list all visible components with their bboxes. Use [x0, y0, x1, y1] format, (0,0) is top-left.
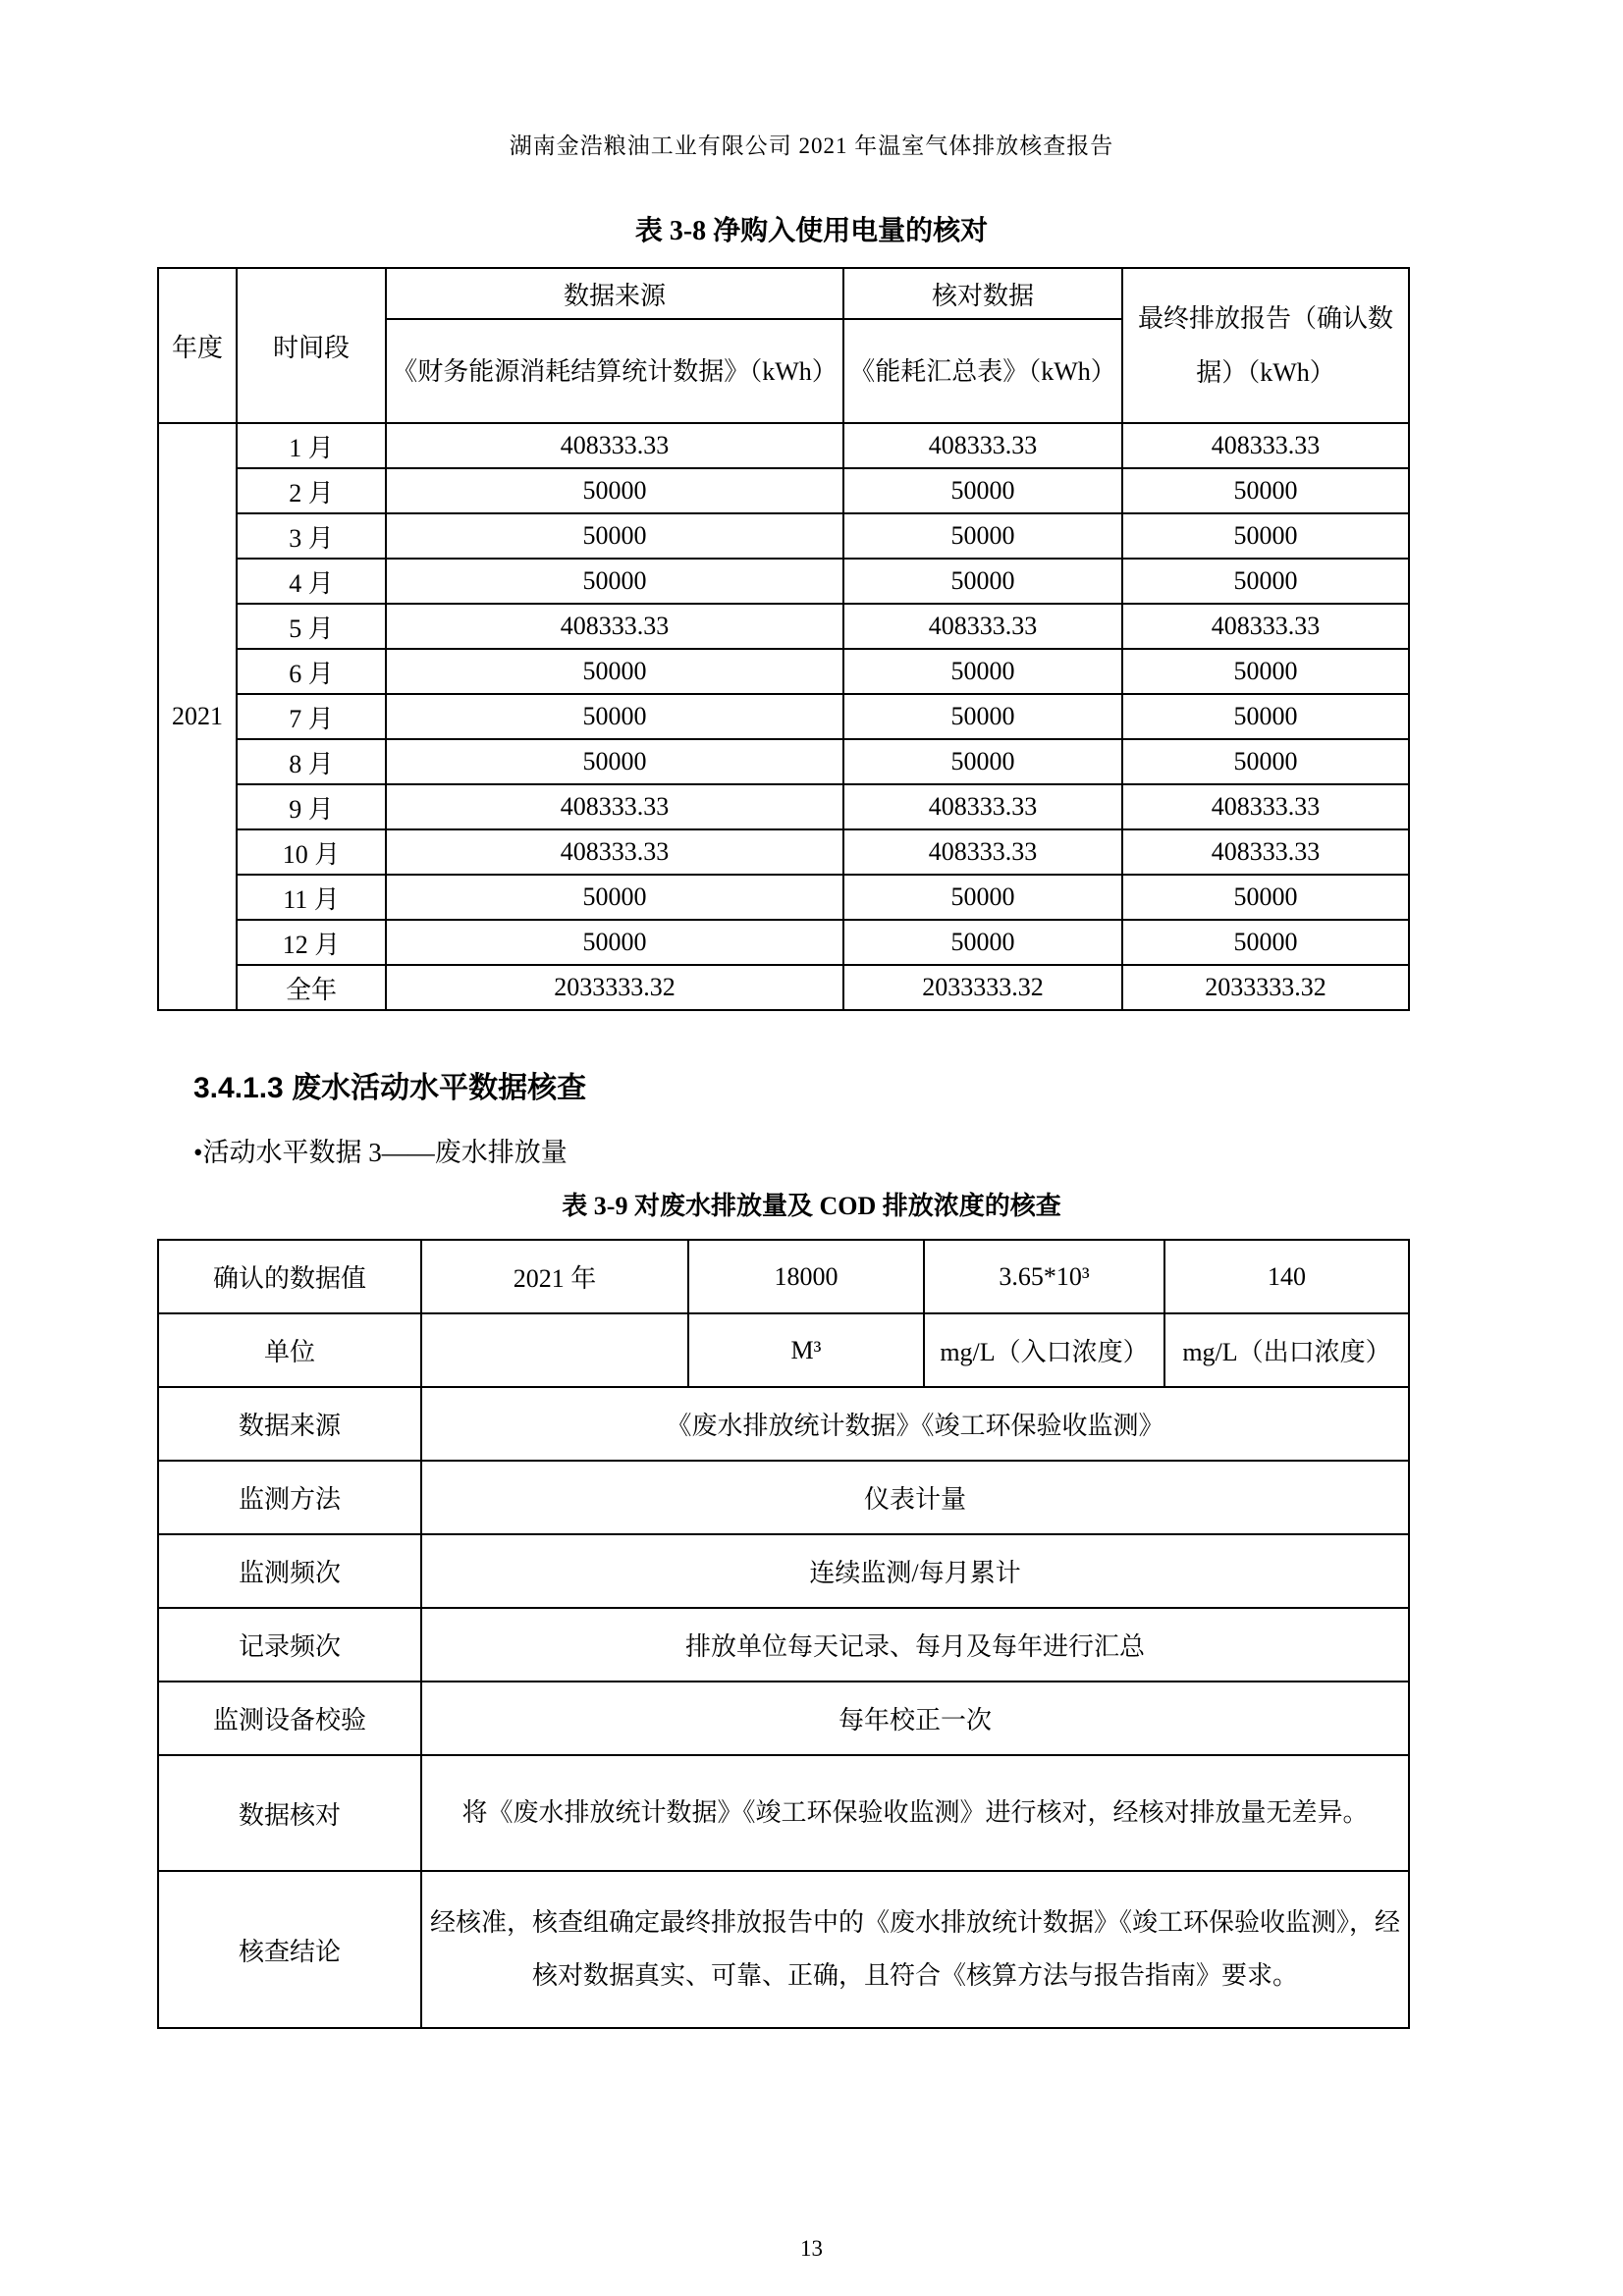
table-row	[158, 468, 1409, 513]
table-row	[158, 739, 1409, 784]
table-cell: 50000	[386, 875, 843, 920]
table-3-8	[157, 267, 1410, 1011]
table-cell: 50000	[386, 513, 843, 559]
table-cell: 9 月	[237, 784, 386, 829]
page-number: 13	[800, 2236, 823, 2261]
table-row	[158, 694, 1409, 739]
table-cell: 50000	[843, 649, 1122, 694]
table-cell: mg/L（出口浓度）	[1164, 1313, 1409, 1387]
table-cell: 18000	[688, 1240, 924, 1313]
table-3-9	[157, 1239, 1410, 2029]
table-cell: 50000	[843, 468, 1122, 513]
row-label: 监测频次	[158, 1534, 421, 1608]
table-cell: M³	[688, 1313, 924, 1387]
table-3-8-caption: 表 3-8 净购入使用电量的核对	[634, 216, 989, 246]
table-row	[158, 513, 1409, 559]
row-label: 监测设备校验	[158, 1682, 421, 1755]
table-cell: 1 月	[237, 423, 386, 468]
table-cell: 408333.33	[1122, 423, 1409, 468]
table-cell: 经核准，核查组确定最终排放报告中的《废水排放统计数据》《竣工环保验收监测》，经核对数据真实、可靠、正确，且符合《核算方法与报告指南》要求。	[421, 1871, 1409, 2028]
cell-year-value: 2021	[158, 423, 237, 1010]
table-cell: 408333.33	[386, 423, 843, 468]
table-cell: 50000	[386, 559, 843, 604]
row-label: 核查结论	[158, 1871, 421, 2028]
row-label: 数据来源	[158, 1387, 421, 1461]
header-period: 时间段	[237, 268, 386, 423]
table-row-data-check	[158, 1755, 1409, 1871]
table-cell: 2033333.32	[843, 965, 1122, 1010]
table-cell: 50000	[386, 649, 843, 694]
table-cell: 2033333.32	[386, 965, 843, 1010]
table-cell: 50000	[843, 513, 1122, 559]
table-cell: 408333.33	[386, 604, 843, 649]
table-cell: 3.65*10³	[924, 1240, 1164, 1313]
header-year: 年度	[158, 268, 237, 423]
table-cell: 140	[1164, 1240, 1409, 1313]
table-row	[158, 604, 1409, 649]
table-cell: 50000	[843, 920, 1122, 965]
table-cell: 408333.33	[386, 784, 843, 829]
table-row	[158, 784, 1409, 829]
table-cell: 50000	[1122, 513, 1409, 559]
table-cell: 每年校正一次	[421, 1682, 1409, 1755]
table-row	[158, 875, 1409, 920]
table-cell: 50000	[1122, 649, 1409, 694]
table-row	[158, 920, 1409, 965]
table-cell: 6 月	[237, 649, 386, 694]
table-cell: mg/L（入口浓度）	[924, 1313, 1164, 1387]
row-label: 数据核对	[158, 1755, 421, 1871]
table-cell	[421, 1313, 688, 1387]
table-cell: 50000	[1122, 694, 1409, 739]
table-cell: 408333.33	[843, 604, 1122, 649]
row-label: 确认的数据值	[158, 1240, 421, 1313]
document-header: 湖南金浩粮油工业有限公司 2021 年温室气体排放核查报告	[509, 133, 1114, 158]
bullet-activity-data: •活动水平数据 3——废水排放量	[193, 1138, 568, 1167]
table-row	[158, 559, 1409, 604]
table-row-device-calibration	[158, 1682, 1409, 1755]
table-cell: 全年	[237, 965, 386, 1010]
table-cell: 将《废水排放统计数据》《竣工环保验收监测》进行核对，经核对排放量无差异。	[421, 1755, 1409, 1871]
table-cell: 50000	[1122, 559, 1409, 604]
table-cell: 50000	[843, 739, 1122, 784]
table-cell: 4 月	[237, 559, 386, 604]
table-cell: 50000	[386, 920, 843, 965]
table-row-confirmed-values	[158, 1240, 1409, 1313]
table-row-verification-conclusion	[158, 1871, 1409, 2028]
table-cell: 50000	[843, 694, 1122, 739]
table-row	[158, 649, 1409, 694]
table-cell: 408333.33	[386, 829, 843, 875]
table-cell: 50000	[386, 694, 843, 739]
table-cell: 5 月	[237, 604, 386, 649]
table-cell: 408333.33	[843, 423, 1122, 468]
table-cell: 2 月	[237, 468, 386, 513]
table-cell: 408333.33	[1122, 784, 1409, 829]
table-cell: 50000	[386, 739, 843, 784]
table-header-row	[158, 268, 1409, 319]
table-cell: 408333.33	[1122, 604, 1409, 649]
row-label: 单位	[158, 1313, 421, 1387]
table-cell: 2021 年	[421, 1240, 688, 1313]
table-row-monitoring-method	[158, 1461, 1409, 1534]
table-row	[158, 829, 1409, 875]
table-row-data-source	[158, 1387, 1409, 1461]
row-label: 记录频次	[158, 1608, 421, 1682]
table-cell: 3 月	[237, 513, 386, 559]
table-cell: 50000	[843, 559, 1122, 604]
table-cell: 排放单位每天记录、每月及每年进行汇总	[421, 1608, 1409, 1682]
table-3-9-caption: 表 3-9 对废水排放量及 COD 排放浓度的核查	[562, 1192, 1061, 1220]
header-check-data-group: 核对数据	[843, 268, 1122, 319]
table-cell: 408333.33	[1122, 829, 1409, 875]
table-cell: 50000	[1122, 875, 1409, 920]
table-cell: 11 月	[237, 875, 386, 920]
table-cell: 408333.33	[843, 829, 1122, 875]
row-label: 监测方法	[158, 1461, 421, 1534]
header-source-document: 《财务能源消耗结算统计数据》（kWh）	[386, 319, 843, 423]
table-cell: 《废水排放统计数据》《竣工环保验收监测》	[421, 1387, 1409, 1461]
table-cell: 12 月	[237, 920, 386, 965]
header-final-report: 最终排放报告（确认数据）（kWh）	[1122, 268, 1409, 423]
table-row	[158, 965, 1409, 1010]
table-cell: 仪表计量	[421, 1461, 1409, 1534]
table-row-record-frequency	[158, 1608, 1409, 1682]
table-cell: 50000	[1122, 739, 1409, 784]
table-row	[158, 423, 1409, 468]
header-data-source-group: 数据来源	[386, 268, 843, 319]
table-row-monitoring-frequency	[158, 1534, 1409, 1608]
table-cell: 50000	[386, 468, 843, 513]
table-cell: 8 月	[237, 739, 386, 784]
table-cell: 连续监测/每月累计	[421, 1534, 1409, 1608]
section-heading: 3.4.1.3 废水活动水平数据核查	[193, 1072, 587, 1104]
table-cell: 50000	[1122, 468, 1409, 513]
table-row-units	[158, 1313, 1409, 1387]
header-check-document: 《能耗汇总表》（kWh）	[843, 319, 1122, 423]
table-cell: 2033333.32	[1122, 965, 1409, 1010]
table-cell: 50000	[1122, 920, 1409, 965]
table-cell: 7 月	[237, 694, 386, 739]
table-cell: 408333.33	[843, 784, 1122, 829]
table-cell: 50000	[843, 875, 1122, 920]
table-cell: 10 月	[237, 829, 386, 875]
